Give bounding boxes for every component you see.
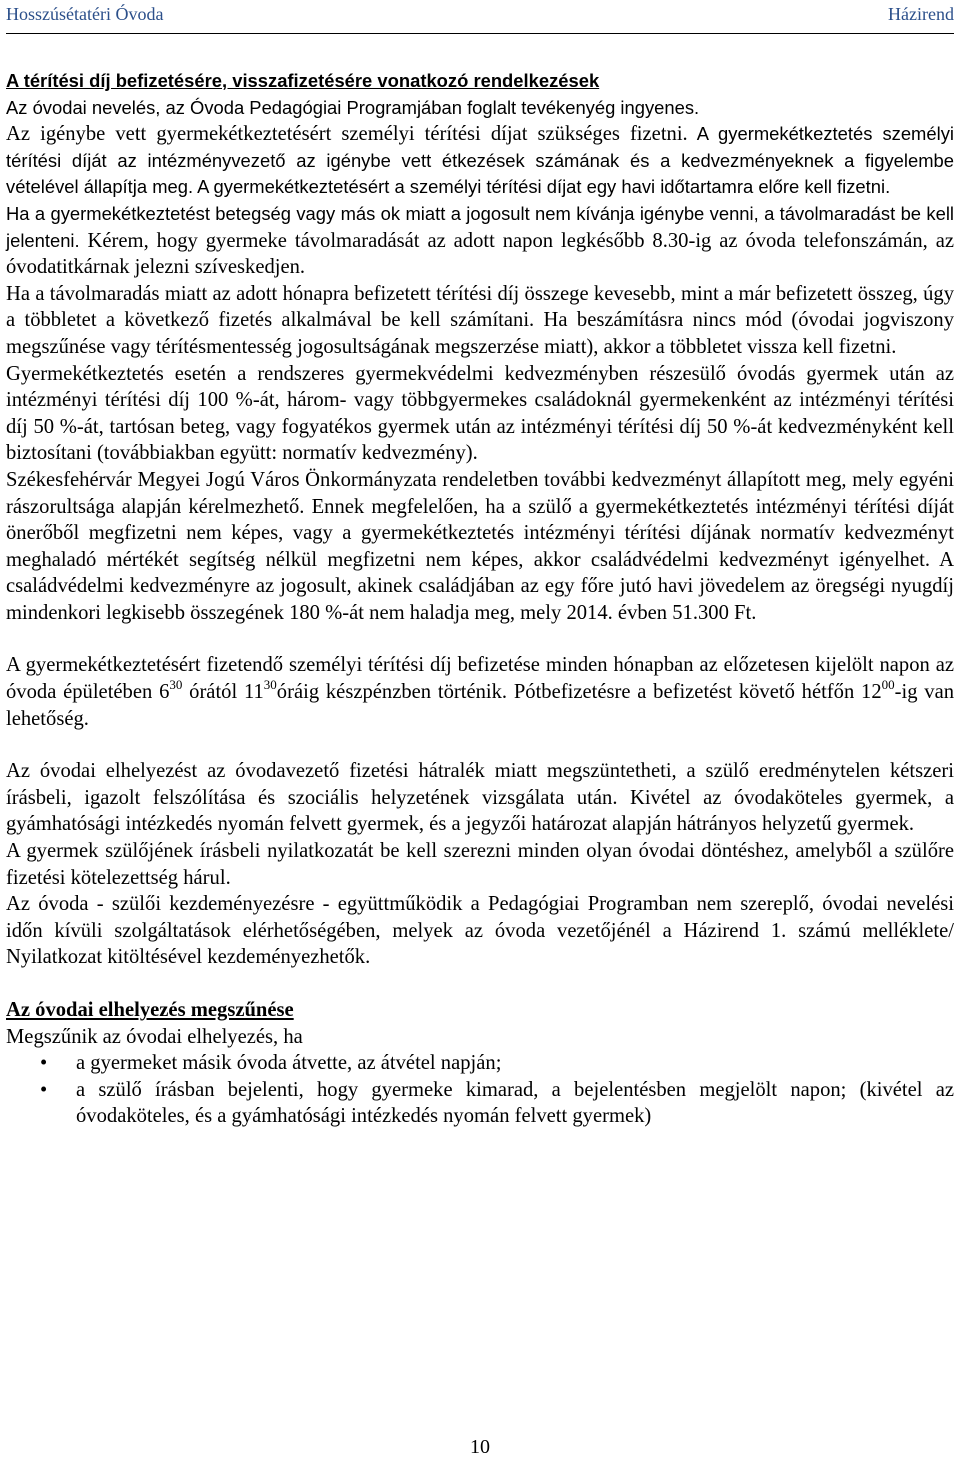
paragraph: A gyermek szülőjének írásbeli nyilatkozatát be kell szerezni minden olyan óvodai döntéshez, amelyből a szülőre fizetési kötelezettség hárul.: [6, 840, 954, 889]
header-document-name: Házirend: [888, 4, 954, 24]
paragraph: Az óvodai elhelyezést az óvodavezető fizetési hátralék miatt megszüntetheti, a szülő eredménytelen kétszeri írásbeli, igazolt felszólítása és szociális helyzetének vizsgálata után. Kivétel az óvodaköteles gyermek, a gyámhatósági intézkedés nyomán felvett gyermek, és a jegyzői határozat alapján hátrányos helyzetű gyermek.: [6, 760, 954, 836]
payment-text: A gyermekétkeztetésért fizetendő személyi térítési díj befizetése minden hónapban az előzetesen kijelölt napon az óvoda épületében 6: [6, 654, 954, 704]
paragraph: Székesfehérvár Megyei Jogú Város Önkormányzata rendeletben további kedvezményt állapított meg, mely egyéni rászorultsága alapján kérelmezhető. Ennek megfelelően, ha a szülő a gyermekétkeztetés intézményi térítési díját önerőből megfizetni nem képes, vagy a gyermekétkeztetés intézményi térítési díjának normatív kedvezményt meghaladó mértékét segítség nélkül megfizetni nem képes, akkor családvédelmi kedvezményt igényelhet. A családvédelmi kedvezményre az jogosult, akinek családjában az egy főre jutó havi jövedelem az öregségi nyugdíj mindenkori legkisebb összegének 180 %-át nem haladja meg, mely 2014. évben 51.300 Ft.: [6, 468, 954, 624]
list-item-text: a szülő írásban bejelenti, hogy gyermeke kimarad, a bejelentésben megjelölt napon; (kivétel az óvodaköteles, és a gyámhatósági intézkedés nyomán felvett gyermek): [76, 1078, 954, 1128]
header-rule: [6, 33, 954, 34]
page-header: [6, 4, 954, 28]
page-content: [6, 68, 954, 1130]
section-title-termination: Az óvodai elhelyezés megszűnése: [6, 999, 294, 1021]
payment-text: -ig van lehetőség.: [6, 681, 955, 730]
paragraph: [6, 201, 954, 281]
payment-text: óráig készpénzben történik. Pótbefizetésre a befizetést követő hétfőn 12: [276, 681, 882, 704]
time-superscript: 00: [881, 677, 895, 693]
spacer: [6, 732, 954, 758]
list-item-text: a gyermeket másik óvoda átvette, az átvétel napján;: [76, 1052, 502, 1075]
payment-text: órától 11: [182, 681, 264, 704]
paragraph: [6, 121, 954, 201]
time-superscript: 30: [169, 677, 183, 693]
time-superscript: 30: [263, 677, 277, 693]
paragraph-serif-part: Az igénybe vett gyermekétkeztetésért személyi térítési díjat szükséges fizetni.: [6, 123, 688, 146]
paragraph: Megszűnik az óvodai elhelyezés, ha: [6, 1025, 303, 1048]
paragraph: Az óvodai nevelés, az Óvoda Pedagógiai Programjában foglalt tevékenyég ingyenes.: [6, 96, 700, 118]
paragraph-serif-part: Kérem, hogy gyermeke távolmaradását az adott napon legkésőbb 8.30-ig az óvoda telefonszámán, az óvodatitkárnak jelezni szíveskedjen.: [6, 229, 954, 279]
spacer: [6, 626, 954, 652]
paragraph: Ha a távolmaradás miatt az adott hónapra befizetett térítési díj összege kevesebb, mint a már befizetett összeg, úgy a többletet a következő fizetés alkalmával be kell számítani. Ha beszámításra nincs mód (óvodai jogviszony megszűnése vagy térítésmentesség jogosultságának megszerzése miatt), akkor a többletet vissza kell fizetni.: [6, 282, 954, 358]
payment-paragraph: [6, 652, 954, 732]
page-number: 10: [470, 1436, 490, 1458]
bullet-icon: •: [40, 1052, 48, 1075]
section-title-fees: A térítési díj befizetésére, visszafizetésére vonatkozó rendelkezések: [6, 70, 600, 91]
paragraph: Az óvoda - szülői kezdeményezésre - együttműködik a Pedagógiai Programban nem szereplő, óvodai nevelési időn kívüli szolgáltatások elérhetőségében, melyek az óvoda vezetőjénél a Házirend 1. számú melléklete/ Nyilatkozat kitöltésével kezdeményezhetők.: [6, 893, 954, 969]
list-item: [6, 1077, 954, 1130]
paragraph: Gyermekétkeztetés esetén a rendszeres gyermekvédelmi kedvezményben részesülő óvodás gyermek után az intézményi térítési díj 100 %-át, három- vagy többgyermekes családoknál gyermekenként az intézményi térítési díj 50 %-át, tartósan beteg, vagy fogyatékos gyermek után az intézményi térítési díj 50 %-át kedvezményként kell biztosítani (továbbiakban együtt: normatív kedvezmény).: [6, 362, 954, 465]
header-school-name: Hosszúsétatéri Óvoda: [6, 4, 164, 24]
termination-list: [6, 1050, 954, 1130]
spacer: [6, 971, 954, 997]
paragraph-sans-part: Ha a gyermekétkeztetést betegség vagy más ok miatt a jogosult nem kívánja igénybe venni, a távolmaradást be kell jelenteni.: [6, 202, 954, 251]
list-item: [6, 1050, 954, 1077]
bullet-icon: •: [40, 1078, 48, 1101]
paragraph-sans-part: A gyermekétkeztetés személyi térítési díját az intézményvezető az igénybe vett étkezések számának és a kedvezményeknek a figyelembe vételével állapítja meg. A gyermekétkeztetésért a személyi térítési díjat egy havi időtartamra előre kell fizetni.: [6, 123, 954, 198]
